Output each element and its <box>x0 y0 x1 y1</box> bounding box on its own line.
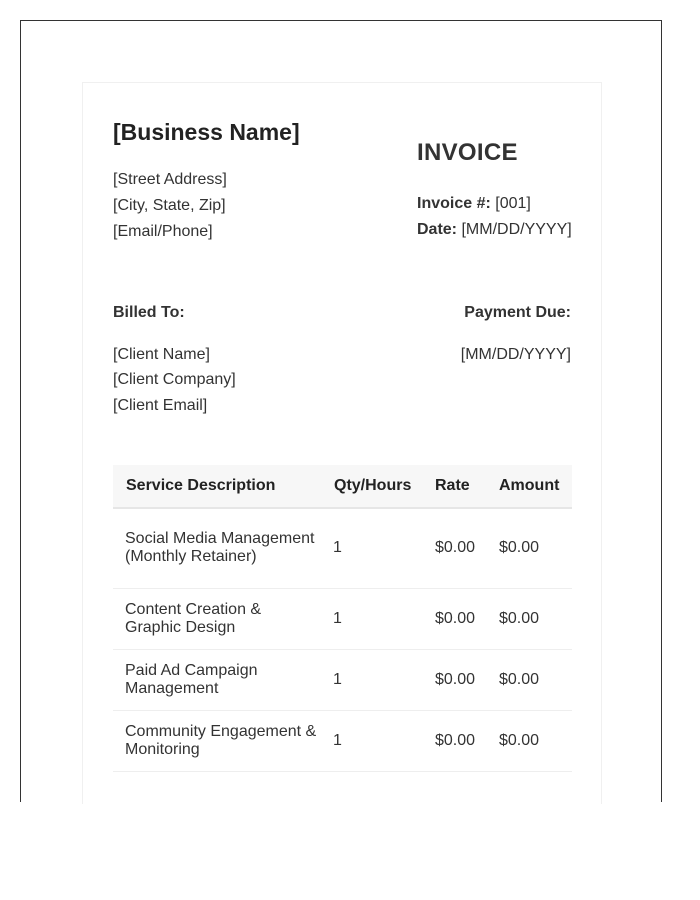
table-header <box>113 465 572 508</box>
email-phone: [Email/Phone] <box>113 223 213 240</box>
row-qty: 1 <box>321 649 422 710</box>
table-header-row <box>113 465 572 508</box>
row-qty: 1 <box>321 508 422 588</box>
billed-to-label: Billed To: <box>113 304 185 321</box>
header-rate: Rate <box>422 465 486 508</box>
invoice-date <box>417 221 572 239</box>
invoice-number-label: Invoice #: <box>417 195 491 212</box>
invoice-card <box>82 82 602 804</box>
header-amount: Amount <box>486 465 572 508</box>
row-rate: $0.00 <box>422 588 486 649</box>
row-description: Paid Ad Campaign Management <box>113 649 321 710</box>
table-row <box>113 649 572 710</box>
table-body <box>113 508 572 771</box>
row-rate: $0.00 <box>422 649 486 710</box>
row-description: Content Creation & Graphic Design <box>113 588 321 649</box>
row-amount: $0.00 <box>486 508 572 588</box>
table-row <box>113 508 572 588</box>
invoice-title: INVOICE <box>417 139 518 166</box>
client-company: [Client Company] <box>113 371 236 388</box>
invoice-number <box>417 195 531 213</box>
street-address: [Street Address] <box>113 171 227 188</box>
row-description: Social Media Management (Monthly Retainer) <box>113 508 321 588</box>
row-rate: $0.00 <box>422 710 486 771</box>
invoice-number-value: [001] <box>490 195 531 212</box>
client-name: [Client Name] <box>113 346 210 363</box>
row-amount: $0.00 <box>486 588 572 649</box>
row-amount: $0.00 <box>486 710 572 771</box>
services-table <box>113 465 572 772</box>
payment-due-date: [MM/DD/YYYY] <box>460 346 571 363</box>
payment-due-label: Payment Due: <box>464 304 571 321</box>
invoice-date-label: Date: <box>417 221 458 238</box>
invoice-date-value: [MM/DD/YYYY] <box>457 221 572 238</box>
row-description: Community Engagement & Monitoring <box>113 710 321 771</box>
header-qty-hours: Qty/Hours <box>321 465 422 508</box>
document-page <box>20 20 662 802</box>
row-qty: 1 <box>321 588 422 649</box>
table-row <box>113 588 572 649</box>
header-service-description: Service Description <box>113 465 321 508</box>
row-rate: $0.00 <box>422 508 486 588</box>
business-name: [Business Name] <box>113 119 300 145</box>
city-state-zip: [City, State, Zip] <box>113 197 226 214</box>
table-row <box>113 710 572 771</box>
row-qty: 1 <box>321 710 422 771</box>
client-email: [Client Email] <box>113 397 208 414</box>
row-amount: $0.00 <box>486 649 572 710</box>
